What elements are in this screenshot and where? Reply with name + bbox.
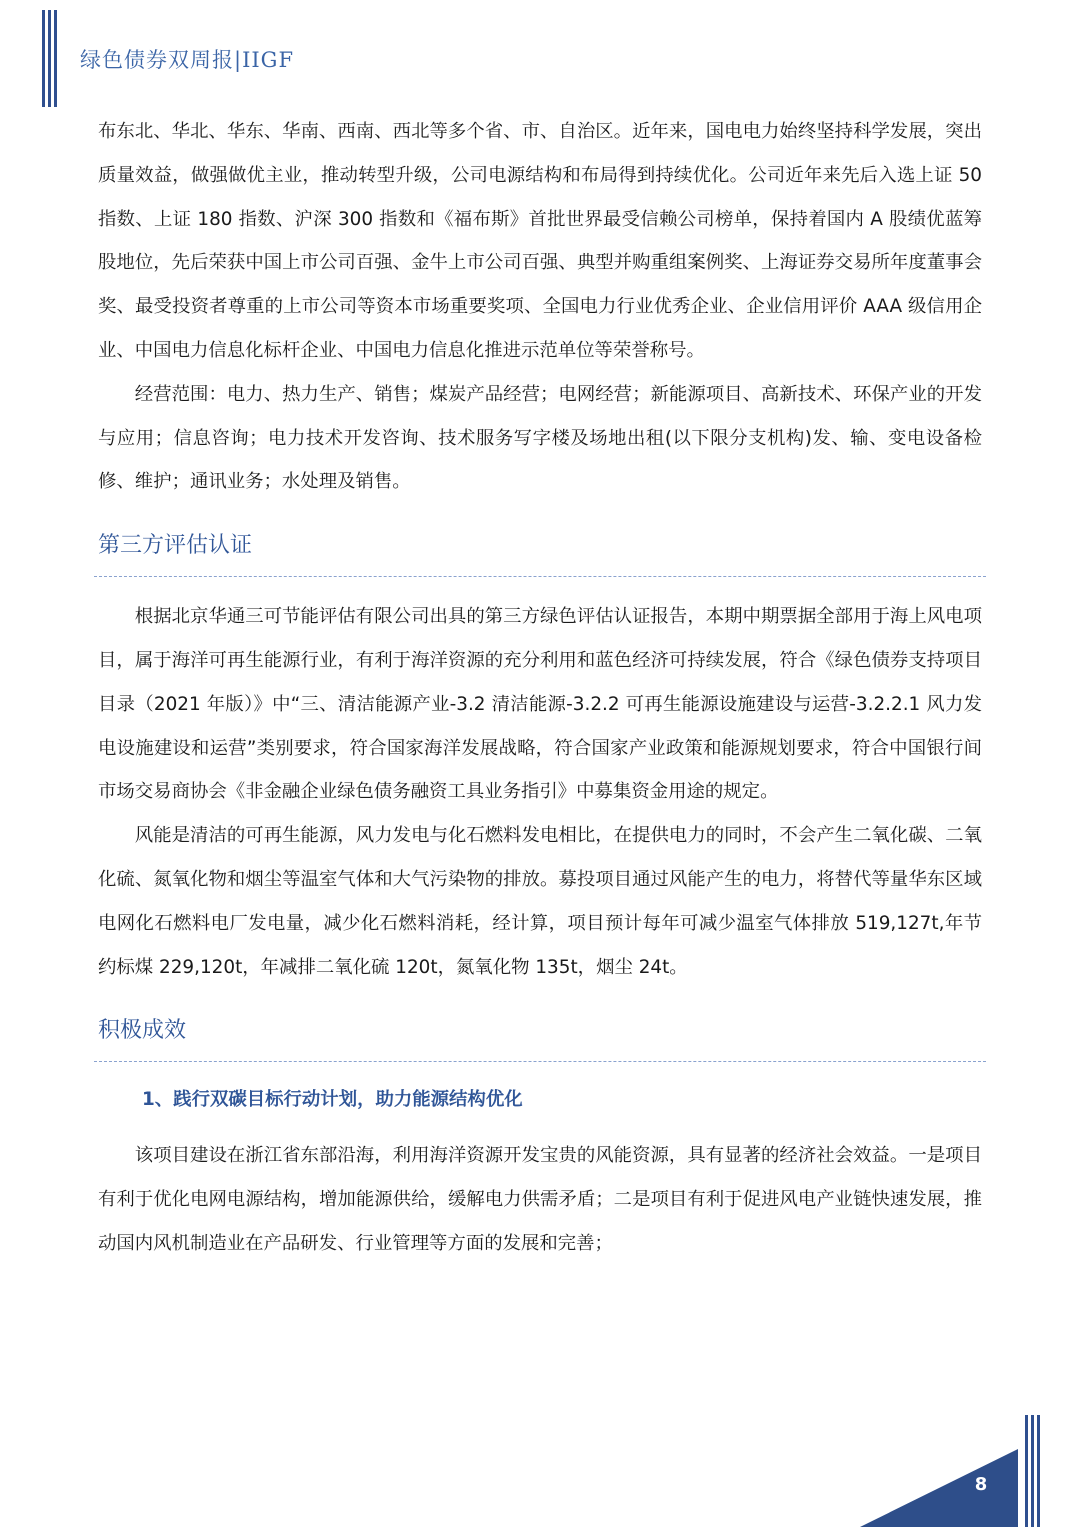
page-content	[98, 110, 982, 1266]
section1-paragraph-1: 根据北京华通三可节能评估有限公司出具的第三方绿色评估认证报告，本期中期票据全部用于海上风电项目，属于海洋可再生能源行业，有利于海洋资源的充分利用和蓝色经济可持续发展，符合《绿色债券支持项目目录（2021 年版）》中“三、清洁能源产业-3.2 清洁能源-3.2.2 可再生能源设施建设与运营-3.2.2.1 风力发电设施建设和运营”类别要求，符合国家海洋发展战略，符合国家产业政策和能源规划要求，符合中国银行间市场交易商协会《非金融企业绿色债务融资工具业务指引》中募集资金用途的规定。	[98, 606, 982, 803]
section-positive-effects	[98, 1011, 982, 1265]
footer-decor-bars	[1025, 1415, 1043, 1527]
intro-paragraph-2: 经营范围：电力、热力生产、销售；煤炭产品经营；电网经营；新能源项目、高新技术、环保产业的开发与应用；信息咨询；电力技术开发咨询、技术服务写字楼及场地出租(以下限分支机构)发、输、变电设备检修、维护；通讯业务；水处理及销售。	[98, 383, 982, 493]
subsection-title: 1、践行双碳目标行动计划，助力能源结构优化	[142, 1089, 523, 1111]
section-title: 积极成效	[98, 1018, 187, 1044]
report-header-title: 绿色债券双周报|IIGF	[80, 48, 295, 72]
section-third-party-certification	[98, 526, 982, 989]
header-decor-bars	[42, 10, 60, 107]
section2-paragraph-1: 该项目建设在浙江省东部沿海，利用海洋资源开发宝贵的风能资源，具有显著的经济社会效益。一是项目有利于优化电网电源结构，增加能源供给，缓解电力供需矛盾；二是项目有利于促进风电产业链快速发展，推动国内风机制造业在产品研发、行业管理等方面的发展和完善；	[98, 1145, 982, 1254]
footer-corner-triangle	[860, 1449, 1026, 1527]
section1-paragraph-2: 风能是清洁的可再生能源，风力发电与化石燃料发电相比，在提供电力的同时，不会产生二氧化碳、二氧化硫、氮氧化物和烟尘等温室气体和大气污染物的排放。募投项目通过风能产生的电力，将替代等量华东区域电网化石燃料电厂发电量，减少化石燃料消耗，经计算，项目预计每年可减少温室气体排放 519,127t,年节约标煤 229,120t，年减排二氧化硫 120t，氮氧化物 135t，烟尘 24t。	[98, 825, 982, 978]
intro-paragraph-1: 布东北、华北、华东、华南、西南、西北等多个省、市、自治区。近年来，国电电力始终坚持科学发展，突出质量效益，做强做优主业，推动转型升级，公司电源结构和布局得到持续优化。公司近年来先后入选上证 50 指数、上证 180 指数、沪深 300 指数和《福布斯》首批世界最受信赖公司榜单，保持着国内 A 股绩优蓝筹股地位，先后荣获中国上市公司百强、金牛上市公司百强、典型并购重组案例奖、上海证券交易所年度董事会奖、最受投资者尊重的上市公司等资本市场重要奖项、全国电力行业优秀企业、企业信用评价 AAA 级信用企业、中国电力信息化标杆企业、中国电力信息化推进示范单位等荣誉称号。	[98, 121, 982, 361]
section-divider	[94, 1061, 986, 1062]
section-title: 第三方评估认证	[98, 533, 253, 559]
page-number: 8	[974, 1474, 988, 1495]
section-divider	[94, 576, 986, 577]
